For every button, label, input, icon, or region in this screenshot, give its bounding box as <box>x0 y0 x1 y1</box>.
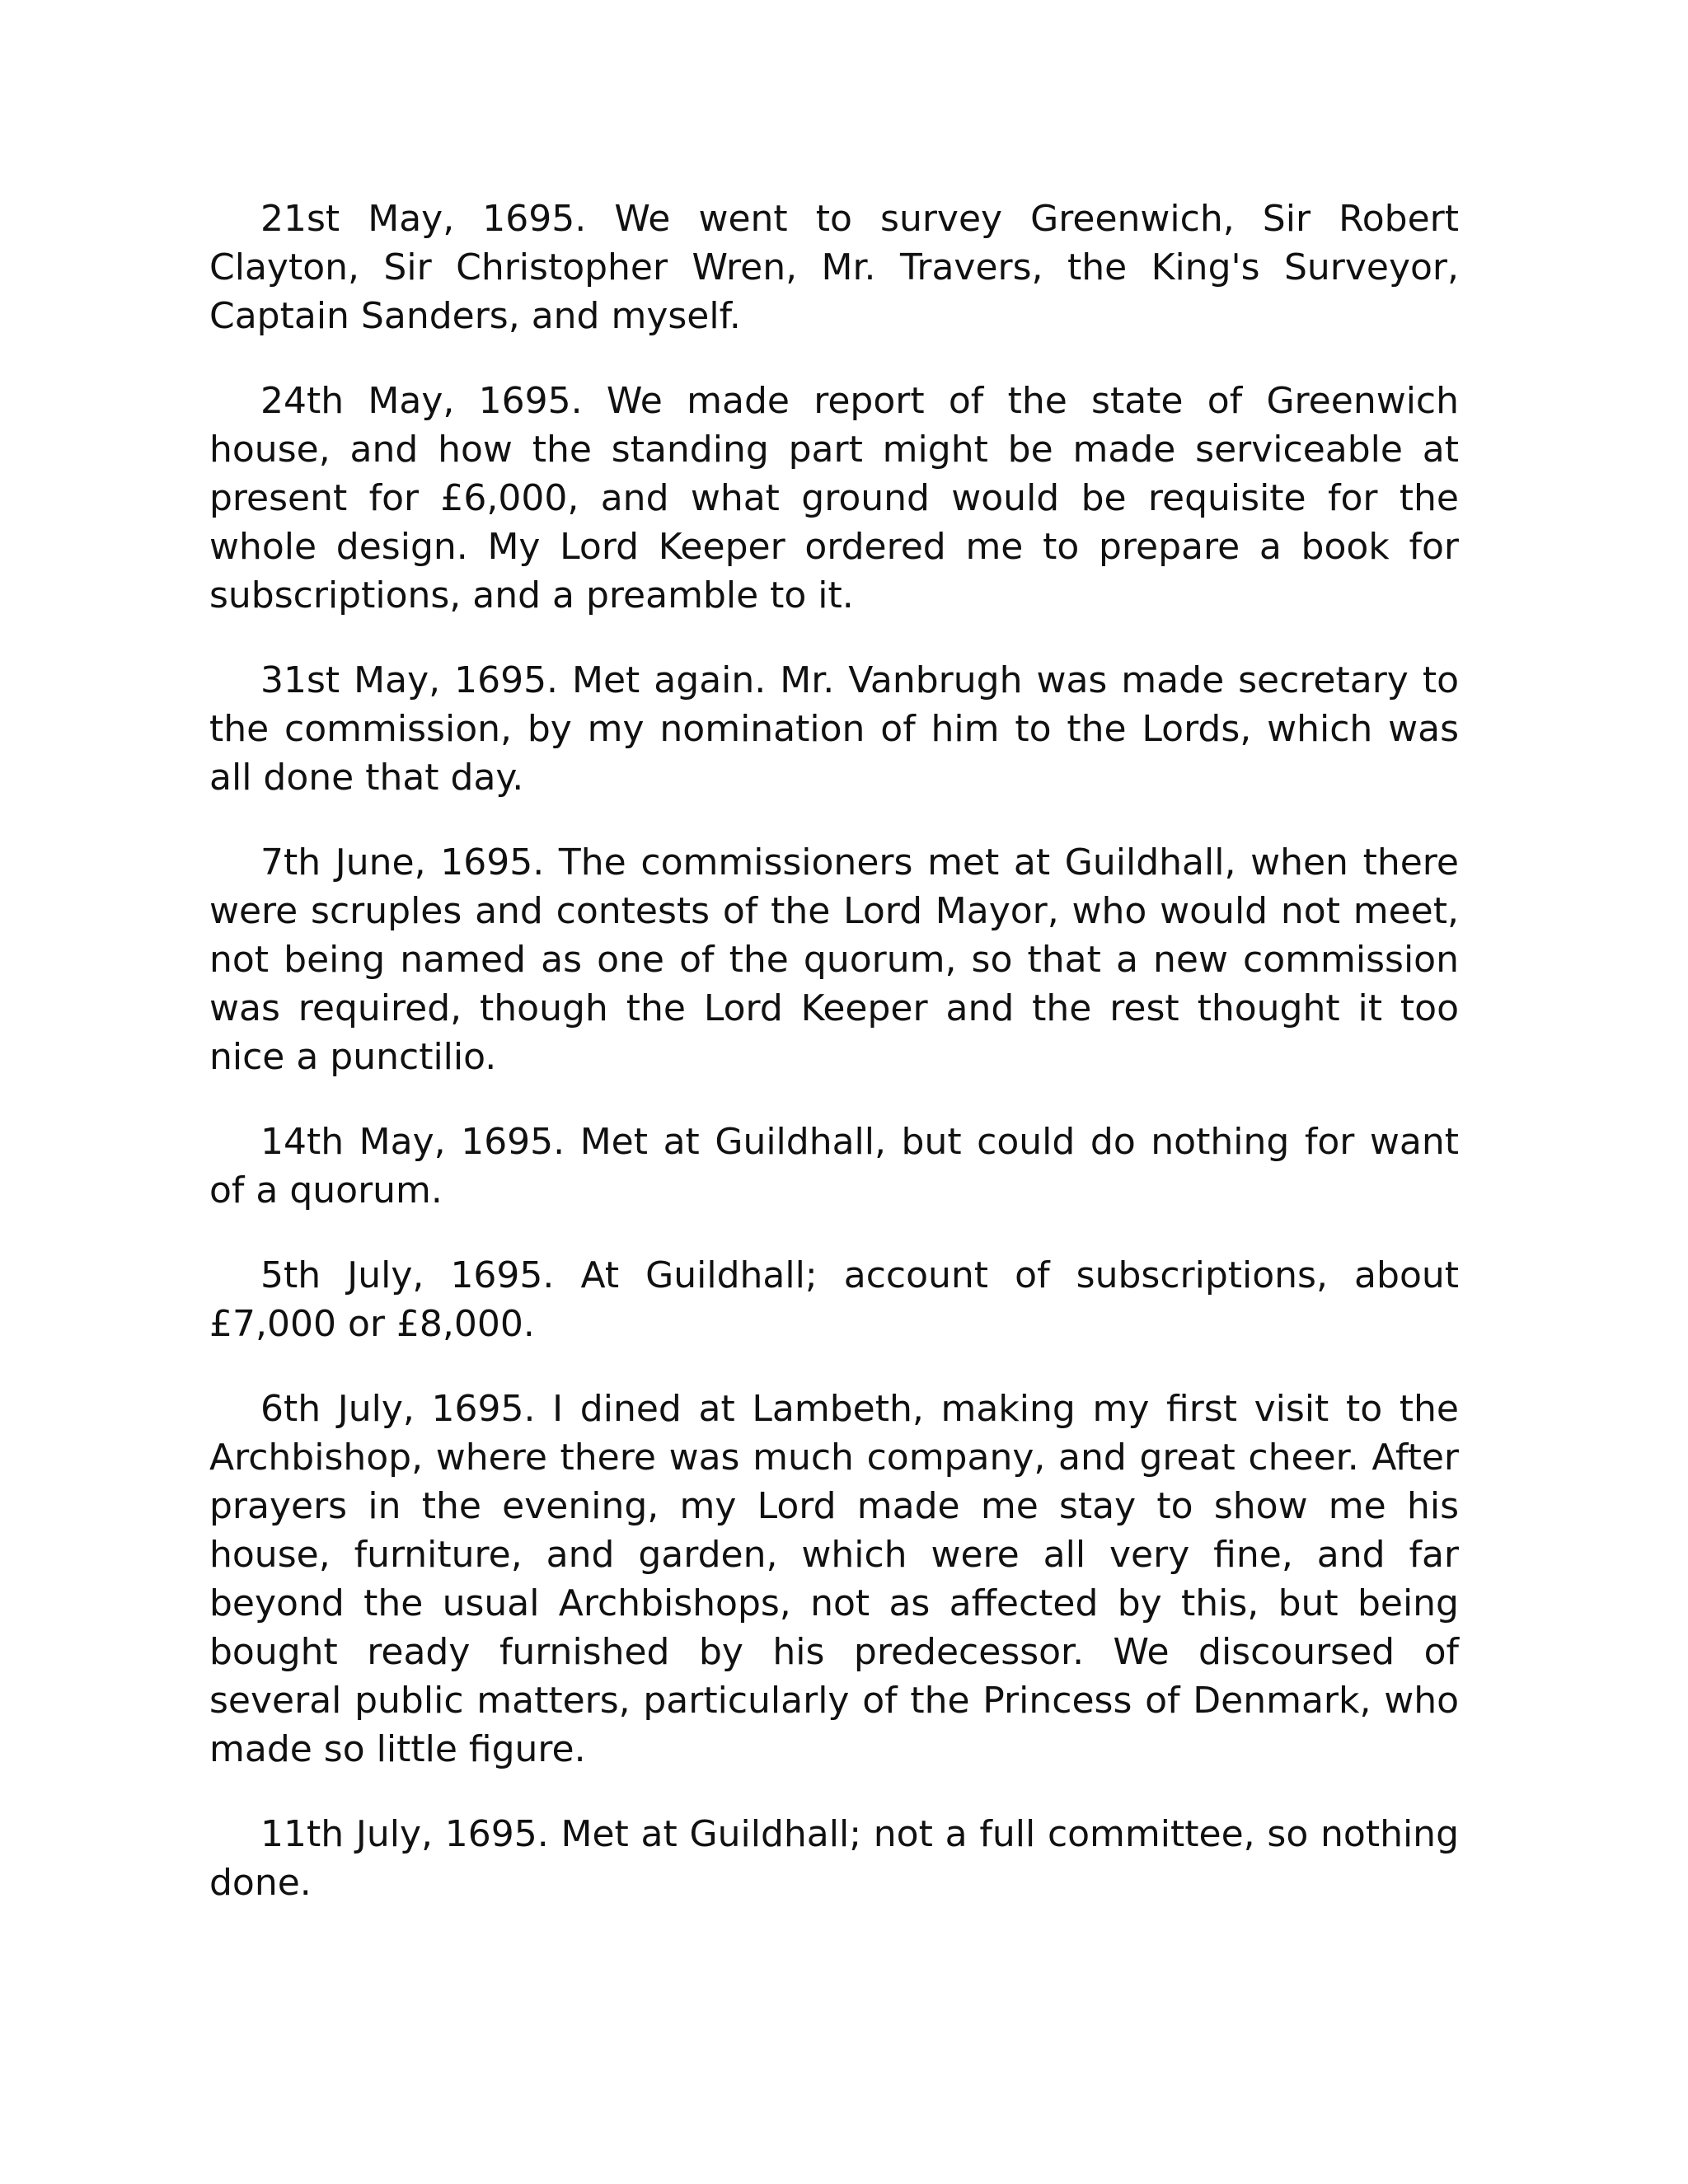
diary-entry-6: 5th July, 1695. At Guildhall; account of subscriptions, about £7,000 or £8,000. <box>209 1254 1459 1345</box>
diary-entry-1: 21st May, 1695. We went to survey Greenwich, Sir Robert Clayton, Sir Christopher Wren, Mr. Travers, the King's Surveyor, Captain Sanders, and myself. <box>209 198 1459 337</box>
diary-entry-5: 14th May, 1695. Met at Guildhall, but could do nothing for want of a quorum. <box>209 1121 1459 1212</box>
text-column <box>209 194 1459 1943</box>
diary-entry-8: 11th July, 1695. Met at Guildhall; not a full committee, so nothing done. <box>209 1813 1459 1904</box>
diary-entry-3: 31st May, 1695. Met again. Mr. Vanbrugh was made secretary to the commission, by my nomination of him to the Lords, which was all done that day. <box>209 659 1459 799</box>
diary-entry-2: 24th May, 1695. We made report of the state of Greenwich house, and how the standing part might be made serviceable at present for £6,000, and what ground would be requisite for the whole design. My Lord Keeper ordered me to prepare a book for subscriptions, and a preamble to it. <box>209 380 1459 616</box>
diary-entry-7: 6th July, 1695. I dined at Lambeth, making my first visit to the Archbishop, where there was much company, and great cheer. After prayers in the evening, my Lord made me stay to show me his house, furniture, and garden, which were all very fine, and far beyond the usual Archbishops, not as affected by this, but being bought ready furnished by his predecessor. We discoursed of several public matters, particularly of the Princess of Denmark, who made so little figure. <box>209 1388 1459 1770</box>
diary-entry-4: 7th June, 1695. The commissioners met at Guildhall, when there were scruples and contests of the Lord Mayor, who would not meet, not being named as one of the quorum, so that a new commission was required, though the Lord Keeper and the rest thought it too nice a punctilio. <box>209 841 1459 1078</box>
